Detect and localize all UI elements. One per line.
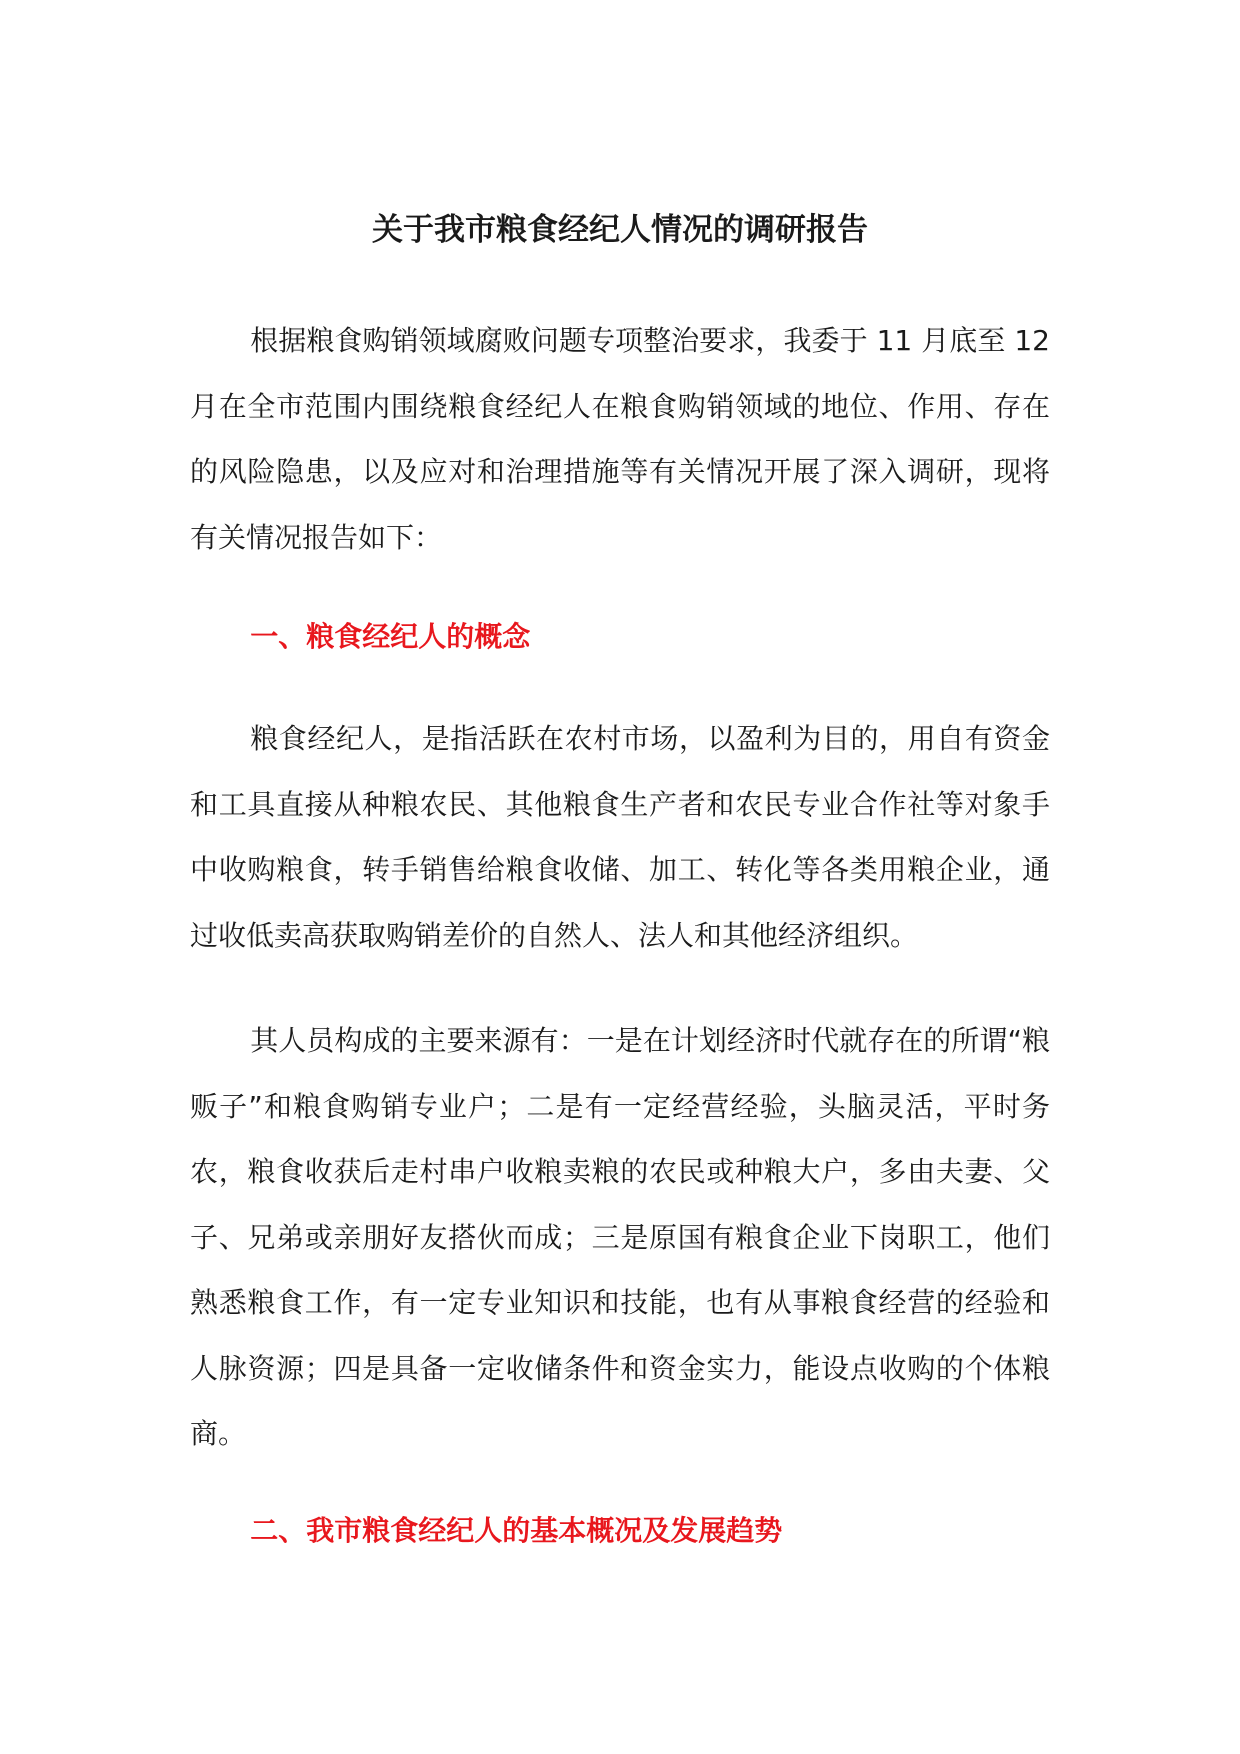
concept-paragraph: 粮食经纪人，是指活跃在农村市场，以盈利为目的，用自有资金和工具直接从种粮农民、其他粮食生产者和农民专业合作社等对象手中收购粮食，转手销售给粮食收储、加工、转化等各类用粮企业，通过收低卖高获取购销差价的自然人、法人和其他经济组织。 bbox=[190, 722, 1050, 952]
section-heading-concept: 一、粮食经纪人的概念 bbox=[250, 620, 531, 653]
intro-paragraph: 根据粮食购销领域腐败问题专项整治要求，我委于 11 月底至 12 月在全市范围内围绕粮食经纪人在粮食购销领域的地位、作用、存在的风险隐患，以及应对和治理措施等有关情况开展了深入调研，现将有关情况报告如下： bbox=[190, 324, 1050, 554]
section-heading-overview: 二、我市粮食经纪人的基本概况及发展趋势 bbox=[250, 1513, 783, 1547]
document-title: 关于我市粮食经纪人情况的调研报告 bbox=[372, 212, 868, 248]
sources-paragraph: 其人员构成的主要来源有：一是在计划经济时代就存在的所谓“粮贩子”和粮食购销专业户；二是有一定经营经验，头脑灵活，平时务农，粮食收获后走村串户收粮卖粮的农民或种粮大户，多由夫妻、父子、兄弟或亲朋好友搭伙而成；三是原国有粮食企业下岗职工，他们熟悉粮食工作，有一定专业知识和技能，也有从事粮食经营的经验和人脉资源；四是具备一定收储条件和资金实力，能设点收购的个体粮商。 bbox=[190, 1024, 1050, 1450]
